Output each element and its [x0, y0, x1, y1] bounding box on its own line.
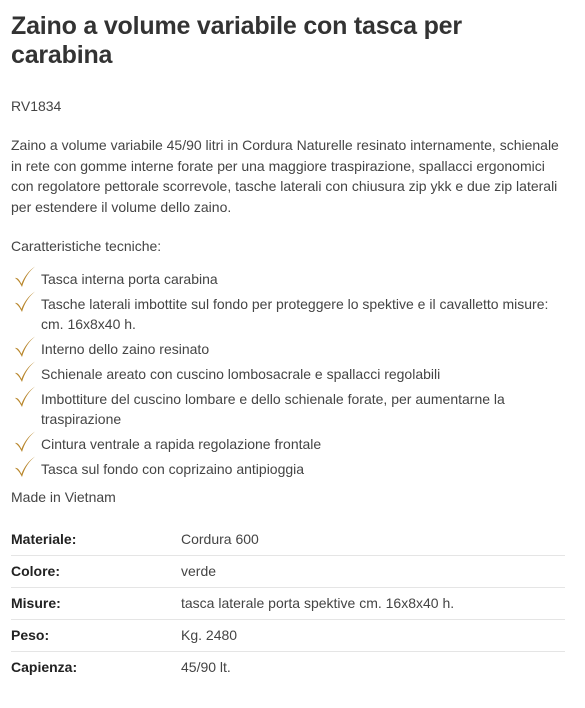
spec-label: Misure:: [11, 588, 181, 620]
table-row: [11, 588, 565, 620]
table-row: [11, 652, 565, 684]
made-in-text: Made in Vietnam: [11, 489, 116, 505]
checkmark-icon: [13, 385, 37, 409]
checkmark-icon: [13, 290, 37, 314]
spec-label: Peso:: [11, 620, 181, 652]
feature-text: Tasca sul fondo con coprizaino antipioggia: [41, 461, 305, 477]
product-description-text: Zaino a volume variabile 45/90 litri in Cordura Naturelle resinato internamente, schienale in rete con gomme interne forate per una maggiore traspirazione, spallacci ergonomici con regolatore pettorale scorrevole, tasche laterali con chiusura zip ykk e due zip laterali per estendere il volume dello zaino.: [11, 137, 559, 215]
feature-item: [11, 434, 565, 454]
spec-table: [11, 524, 565, 683]
table-row: [11, 620, 565, 652]
checkmark-icon: [13, 265, 37, 289]
feature-list: [11, 269, 565, 479]
checkmark-icon: [13, 430, 37, 454]
spec-label: Capienza:: [11, 659, 78, 675]
spec-label: Colore:: [11, 556, 181, 588]
feature-text: Imbottiture del cuscino lombare e dello schienale forate, per aumentarne la traspirazione: [41, 391, 505, 427]
feature-text: Tasca interna porta carabina: [41, 271, 218, 287]
spec-label: Materiale:: [11, 524, 181, 556]
feature-item: [11, 294, 565, 334]
checkmark-icon: [13, 455, 37, 479]
feature-text: Schienale areato con cuscino lombosacrale e spallacci regolabili: [41, 366, 441, 382]
feature-text: Tasche laterali imbottite sul fondo per proteggere lo spektive e il cavalletto misure: cm. 16x8x40 h.: [41, 296, 549, 332]
spec-value: 45/90 lt.: [181, 659, 231, 675]
table-row: [11, 556, 565, 588]
checkmark-icon: [13, 335, 37, 359]
table-row: [11, 524, 565, 556]
checkmark-icon: [13, 360, 37, 384]
feature-item: [11, 364, 565, 384]
product-sku: RV1834: [11, 98, 62, 114]
product-title: Zaino a volume variabile con tasca per carabina: [11, 12, 462, 69]
technical-features-heading: Caratteristiche tecniche:: [11, 238, 162, 254]
feature-item: [11, 269, 565, 289]
feature-item: [11, 459, 565, 479]
spec-value: verde: [181, 556, 565, 588]
spec-value: Kg. 2480: [181, 620, 565, 652]
feature-text: Interno dello zaino resinato: [41, 341, 210, 357]
spec-value: Cordura 600: [181, 524, 565, 556]
feature-text: Cintura ventrale a rapida regolazione frontale: [41, 436, 322, 452]
spec-value: tasca laterale porta spektive cm. 16x8x40 h.: [181, 588, 565, 620]
feature-item: [11, 339, 565, 359]
feature-item: [11, 389, 565, 429]
